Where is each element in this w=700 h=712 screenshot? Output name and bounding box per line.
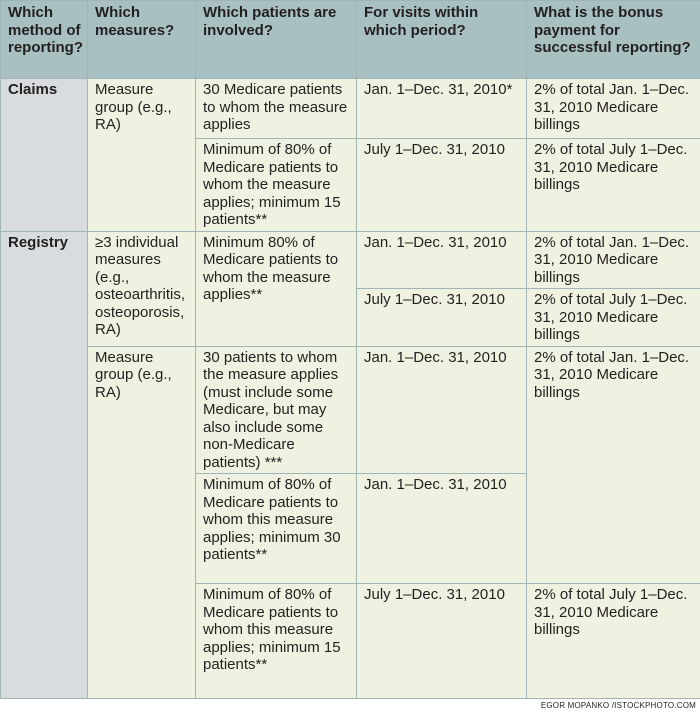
registry-individual-patients: Minimum 80% of Medicare patients to whom the measure applies** [196,231,357,346]
registry-group-r1-bonus: 2% of total Jan. 1–Dec. 31, 2010 Medicare billings [527,346,700,584]
method-claims: Claims [1,79,88,232]
table-row [1,79,700,139]
claims-measure: Measure group (e.g., RA) [88,79,196,232]
claims-r1-period: Jan. 1–Dec. 31, 2010* [357,79,527,139]
claims-r2-period: July 1–Dec. 31, 2010 [357,139,527,232]
table-row [1,346,700,474]
header-patients: Which patients are involved? [196,1,357,79]
registry-individual-r1-bonus: 2% of total Jan. 1–Dec. 31, 2010 Medicare billings [527,231,700,289]
claims-r1-patients: 30 Medicare patients to whom the measure applies [196,79,357,139]
header-bonus: What is the bonus payment for successful reporting? [527,1,700,79]
registry-individual-measure: ≥3 individual measures (e.g., osteoarthritis, osteoporosis, RA) [88,231,196,346]
registry-group-r1-period: Jan. 1–Dec. 31, 2010 [357,346,527,474]
photo-credit: EGOR MOPANKO /ISTOCKPHOTO.COM [540,701,696,710]
header-measures: Which measures? [88,1,196,79]
registry-group-r3-patients: Minimum of 80% of Medicare patients to whom this measure applies; minimum 15 patients** [196,584,357,699]
registry-individual-r2-period: July 1–Dec. 31, 2010 [357,289,527,347]
registry-individual-r2-bonus: 2% of total July 1–Dec. 31, 2010 Medicare billings [527,289,700,347]
registry-group-r3-period: July 1–Dec. 31, 2010 [357,584,527,699]
claims-r2-bonus: 2% of total July 1–Dec. 31, 2010 Medicare billings [527,139,700,232]
registry-group-r3-bonus: 2% of total July 1–Dec. 31, 2010 Medicare billings [527,584,700,699]
table-row [1,231,700,289]
claims-r2-patients: Minimum of 80% of Medicare patients to whom the measure applies; minimum 15 patients** [196,139,357,232]
registry-individual-r1-period: Jan. 1–Dec. 31, 2010 [357,231,527,289]
header-period: For visits within which period? [357,1,527,79]
claims-r1-bonus: 2% of total Jan. 1–Dec. 31, 2010 Medicare billings [527,79,700,139]
method-registry: Registry [1,231,88,699]
registry-group-r2-period: Jan. 1–Dec. 31, 2010 [357,474,527,584]
header-row [1,1,700,79]
registry-group-r2-patients: Minimum of 80% of Medicare patients to whom this measure applies; minimum 30 patients** [196,474,357,584]
registry-group-measure: Measure group (e.g., RA) [88,346,196,699]
registry-group-r1-patients: 30 patients to whom the measure applies (must include some Medicare, but may also include some non-Medicare patients) *** [196,346,357,474]
header-method: Which method of reporting? [1,1,88,79]
